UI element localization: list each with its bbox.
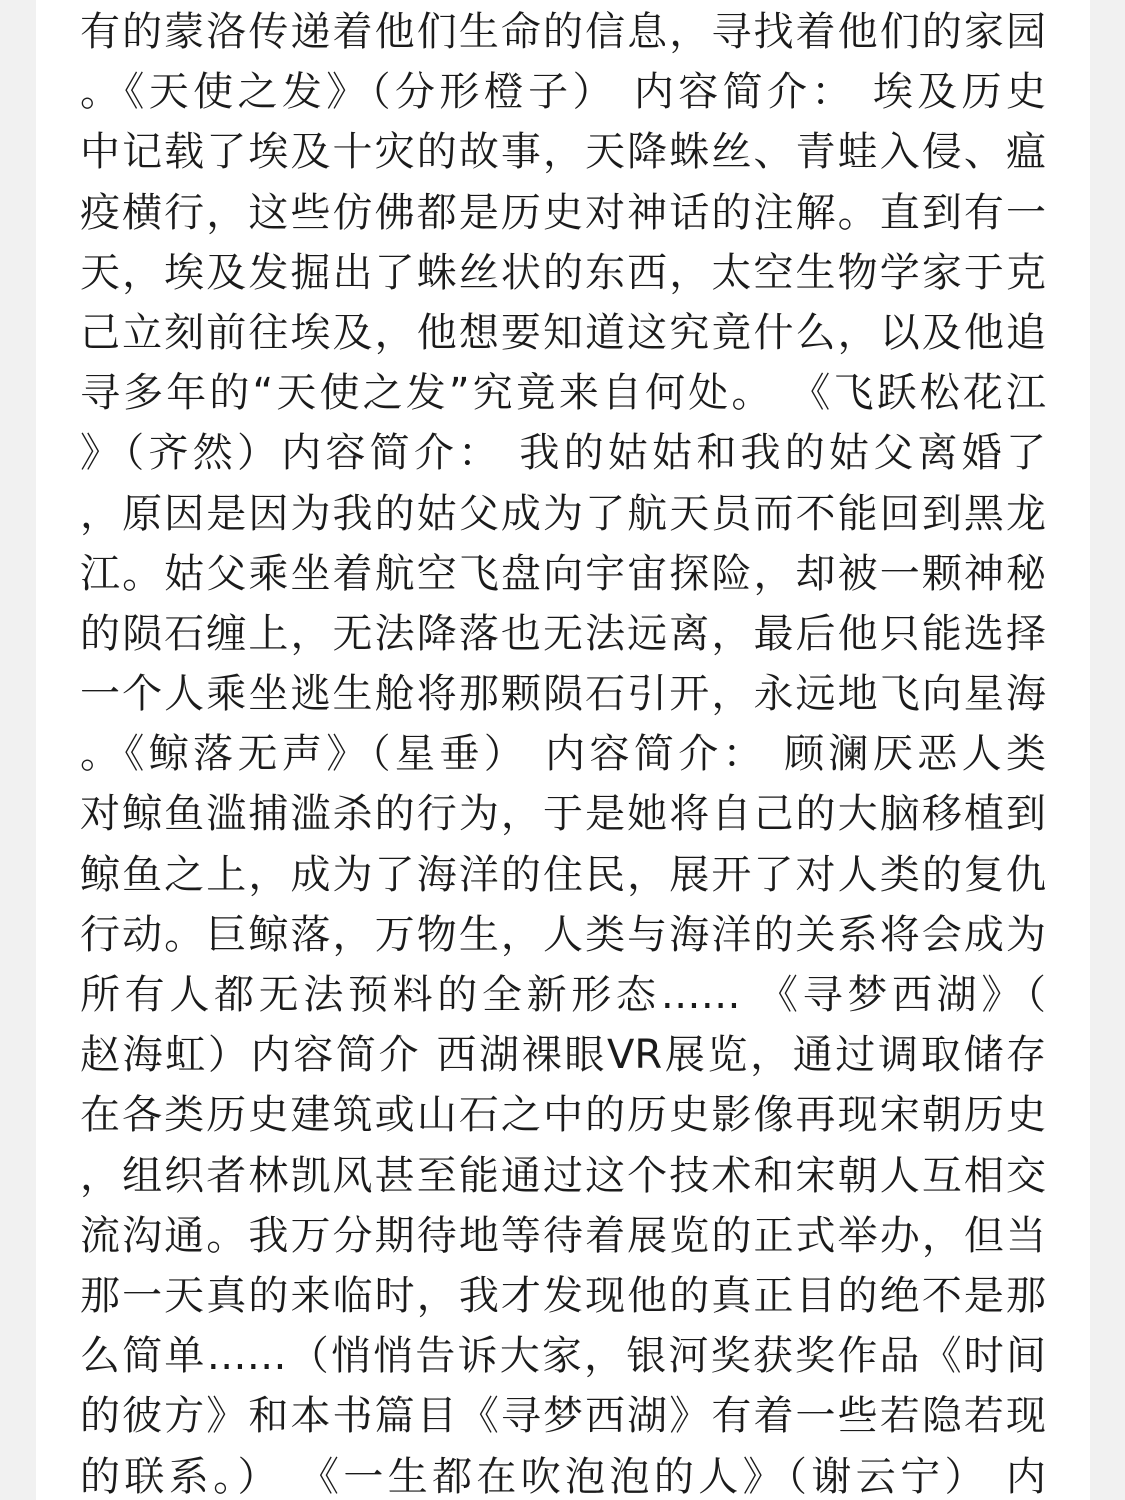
text-line: 一个人乘坐逃生舱将那颗陨石引开，永远地飞向星海 [80,671,1046,718]
text-line: 行动。巨鲸落，万物生，人类与海洋的关系将会成为 [80,911,1046,958]
text-line: 中记载了埃及十灾的故事，天降蛛丝、青蛙入侵、瘟 [80,129,1046,176]
text-line: 在各类历史建筑或山石之中的历史影像再现宋朝历史 [80,1092,1046,1139]
text-line: 对鲸鱼滥捕滥杀的行为，于是她将自己的大脑移植到 [80,791,1046,838]
article-text [80,2,1046,1500]
text-line: 流沟通。我万分期待地等待着展览的正式举办，但当 [80,1212,1046,1259]
text-line: ，原因是因为我的姑父成为了航天员而不能回到黑龙 [80,490,1046,537]
text-line: ，组织者林凯风甚至能通过这个技术和宋朝人互相交 [80,1152,1046,1199]
text-line: 的陨石缠上，无法降落也无法远离，最后他只能选择 [80,610,1046,657]
text-line: 么简单……（悄悄告诉大家，银河奖获奖作品《时间 [80,1333,1046,1380]
text-line: 的联系。） 《一生都在吹泡泡的人》（谢云宁） 内 [80,1453,1046,1500]
text-line: 有的蒙洛传递着他们生命的信息，寻找着他们的家园 [80,9,1046,55]
page-background [36,0,1090,1500]
text-line: 。《天使之发》（分形橙子） 内容简介： 埃及历史 [80,69,1046,116]
text-line: 》（齐然）内容简介： 我的姑姑和我的姑父离婚了 [80,430,1046,477]
text-line: 的彼方》和本书篇目《寻梦西湖》有着一些若隐若现 [80,1393,1046,1440]
text-line: 。《鲸落无声》（星垂） 内容简介： 顾澜厌恶人类 [80,731,1046,778]
text-line: 寻多年的“天使之发”究竟来自何处。 《飞跃松花江 [80,370,1046,417]
text-line: 己立刻前往埃及，他想要知道这究竟什么，以及他追 [80,309,1046,356]
text-line: 疫横行，这些仿佛都是历史对神话的注解。直到有一 [80,189,1046,236]
text-line: 赵海虹）内容简介 西湖裸眼VR展览，通过调取储存 [80,1032,1046,1079]
text-line: 天，埃及发掘出了蛛丝状的东西，太空生物学家于克 [80,249,1046,296]
text-line: 鲸鱼之上，成为了海洋的住民，展开了对人类的复仇 [80,851,1046,898]
text-line: 所有人都无法预料的全新形态…… 《寻梦西湖》（ [80,972,1046,1018]
text-line: 江。姑父乘坐着航空飞盘向宇宙探险，却被一颗神秘 [80,550,1046,597]
text-line: 那一天真的来临时，我才发现他的真正目的绝不是那 [80,1272,1046,1319]
